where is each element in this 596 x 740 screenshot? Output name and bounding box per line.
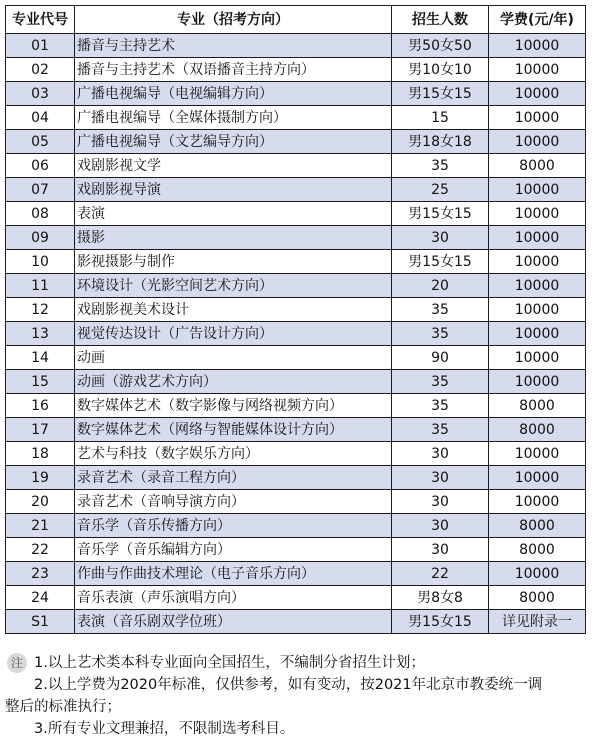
cell-code: 09	[6, 226, 75, 250]
table-row	[6, 346, 586, 370]
cell-enrollment: 30	[392, 538, 489, 562]
cell-enrollment: 30	[392, 442, 489, 466]
cell-code: 08	[6, 202, 75, 226]
cell-tuition: 10000	[489, 298, 586, 322]
cell-name: 音乐学（音乐编辑方向）	[75, 538, 392, 562]
cell-enrollment: 男15女15	[392, 250, 489, 274]
cell-code: 23	[6, 562, 75, 586]
cell-tuition: 10000	[489, 130, 586, 154]
cell-name: 动画	[75, 346, 392, 370]
cell-code: 13	[6, 322, 75, 346]
cell-code: 04	[6, 106, 75, 130]
cell-tuition: 8000	[489, 538, 586, 562]
table-row	[6, 130, 586, 154]
cell-enrollment: 90	[392, 346, 489, 370]
cell-name: 影视摄影与制作	[75, 250, 392, 274]
cell-code: 12	[6, 298, 75, 322]
cell-name: 广播电视编导（电视编辑方向）	[75, 82, 392, 106]
cell-name: 戏剧影视文学	[75, 154, 392, 178]
cell-enrollment: 男15女15	[392, 82, 489, 106]
cell-enrollment: 30	[392, 226, 489, 250]
cell-enrollment: 30	[392, 466, 489, 490]
cell-name: 播音与主持艺术	[75, 34, 392, 58]
cell-name: 动画（游戏艺术方向）	[75, 370, 392, 394]
cell-code: S1	[6, 610, 75, 634]
table-header-row	[6, 6, 586, 34]
cell-code: 18	[6, 442, 75, 466]
cell-code: 17	[6, 418, 75, 442]
cell-name: 录音艺术（录音工程方向）	[75, 466, 392, 490]
table-row	[6, 178, 586, 202]
cell-enrollment: 35	[392, 298, 489, 322]
cell-code: 14	[6, 346, 75, 370]
cell-code: 03	[6, 82, 75, 106]
major-table	[5, 5, 586, 634]
cell-tuition: 8000	[489, 394, 586, 418]
table-row	[6, 538, 586, 562]
cell-enrollment: 男15女15	[392, 202, 489, 226]
cell-tuition: 10000	[489, 178, 586, 202]
table-row	[6, 586, 586, 610]
cell-name: 音乐学（音乐传播方向）	[75, 514, 392, 538]
note-line-1	[5, 652, 591, 674]
cell-code: 01	[6, 34, 75, 58]
cell-name: 数字媒体艺术（数字影像与网络视频方向）	[75, 394, 392, 418]
cell-tuition: 10000	[489, 442, 586, 466]
cell-name: 音乐表演（声乐演唱方向）	[75, 586, 392, 610]
table-row	[6, 274, 586, 298]
cell-tuition: 10000	[489, 346, 586, 370]
cell-name: 数字媒体艺术（网络与智能媒体设计方向）	[75, 418, 392, 442]
cell-name: 表演（音乐剧双学位班）	[75, 610, 392, 634]
header-code: 专业代号	[6, 6, 75, 34]
cell-name: 录音艺术（音响导演方向）	[75, 490, 392, 514]
cell-code: 22	[6, 538, 75, 562]
cell-enrollment: 30	[392, 490, 489, 514]
cell-code: 11	[6, 274, 75, 298]
header-tuition: 学费(元/年)	[489, 6, 586, 34]
table-row	[6, 370, 586, 394]
note-line-2-cont: 整后的标准执行；	[5, 699, 121, 715]
note-line-3: 3.所有专业文理兼招，不限制选考科目。	[34, 721, 295, 737]
cell-enrollment: 35	[392, 394, 489, 418]
note-badge: 注	[7, 653, 27, 673]
cell-tuition: 10000	[489, 274, 586, 298]
cell-tuition: 8000	[489, 514, 586, 538]
cell-tuition: 10000	[489, 58, 586, 82]
cell-code: 05	[6, 130, 75, 154]
table-row	[6, 418, 586, 442]
cell-tuition: 10000	[489, 562, 586, 586]
cell-name: 环境设计（光影空间艺术方向）	[75, 274, 392, 298]
table-row	[6, 610, 586, 634]
notes-section	[5, 652, 591, 740]
cell-enrollment: 25	[392, 178, 489, 202]
cell-enrollment: 15	[392, 106, 489, 130]
cell-enrollment: 男18女18	[392, 130, 489, 154]
cell-tuition: 10000	[489, 202, 586, 226]
cell-tuition: 8000	[489, 154, 586, 178]
cell-enrollment: 男50女50	[392, 34, 489, 58]
cell-enrollment: 35	[392, 418, 489, 442]
cell-tuition: 10000	[489, 82, 586, 106]
cell-code: 02	[6, 58, 75, 82]
cell-tuition: 10000	[489, 466, 586, 490]
table-row	[6, 394, 586, 418]
table-row	[6, 514, 586, 538]
cell-tuition: 10000	[489, 34, 586, 58]
cell-code: 20	[6, 490, 75, 514]
table-row	[6, 106, 586, 130]
note-line-2: 2.以上学费为2020年标准，仅供参考，如有变动，按2021年北京市教委统一调	[34, 677, 543, 693]
table-row	[6, 226, 586, 250]
cell-name: 广播电视编导（文艺编导方向）	[75, 130, 392, 154]
cell-tuition: 10000	[489, 322, 586, 346]
cell-name: 视觉传达设计（广告设计方向）	[75, 322, 392, 346]
table-row	[6, 58, 586, 82]
cell-enrollment: 男8女8	[392, 586, 489, 610]
cell-tuition: 8000	[489, 418, 586, 442]
table-row	[6, 322, 586, 346]
cell-tuition: 10000	[489, 370, 586, 394]
cell-name: 表演	[75, 202, 392, 226]
cell-tuition: 详见附录一	[489, 610, 586, 634]
cell-code: 15	[6, 370, 75, 394]
cell-tuition: 10000	[489, 250, 586, 274]
cell-enrollment: 男10女10	[392, 58, 489, 82]
cell-code: 10	[6, 250, 75, 274]
table-row	[6, 298, 586, 322]
cell-name: 戏剧影视美术设计	[75, 298, 392, 322]
cell-code: 16	[6, 394, 75, 418]
cell-code: 19	[6, 466, 75, 490]
table-row	[6, 154, 586, 178]
cell-code: 07	[6, 178, 75, 202]
cell-enrollment: 22	[392, 562, 489, 586]
table-row	[6, 34, 586, 58]
note-text-1: 1.以上艺术类本科专业面向全国招生，不编制分省招生计划；	[34, 655, 425, 671]
cell-enrollment: 35	[392, 154, 489, 178]
header-enrollment: 招生人数	[392, 6, 489, 34]
cell-name: 戏剧影视导演	[75, 178, 392, 202]
table-row	[6, 250, 586, 274]
cell-tuition: 8000	[489, 586, 586, 610]
table-row	[6, 82, 586, 106]
cell-name: 播音与主持艺术（双语播音主持方向）	[75, 58, 392, 82]
cell-name: 艺术与科技（数字娱乐方向）	[75, 442, 392, 466]
header-name: 专业（招考方向）	[75, 6, 392, 34]
cell-enrollment: 35	[392, 370, 489, 394]
cell-enrollment: 30	[392, 514, 489, 538]
table-row	[6, 202, 586, 226]
table-row	[6, 562, 586, 586]
table-row	[6, 442, 586, 466]
cell-code: 06	[6, 154, 75, 178]
cell-tuition: 10000	[489, 226, 586, 250]
cell-tuition: 10000	[489, 490, 586, 514]
cell-tuition: 10000	[489, 106, 586, 130]
cell-code: 24	[6, 586, 75, 610]
cell-name: 广播电视编导（全媒体摄制方向）	[75, 106, 392, 130]
cell-enrollment: 35	[392, 322, 489, 346]
table-row	[6, 490, 586, 514]
cell-enrollment: 20	[392, 274, 489, 298]
table-body	[6, 34, 586, 634]
cell-name: 作曲与作曲技术理论（电子音乐方向）	[75, 562, 392, 586]
table-row	[6, 466, 586, 490]
cell-code: 21	[6, 514, 75, 538]
cell-enrollment: 男15女15	[392, 610, 489, 634]
cell-name: 摄影	[75, 226, 392, 250]
